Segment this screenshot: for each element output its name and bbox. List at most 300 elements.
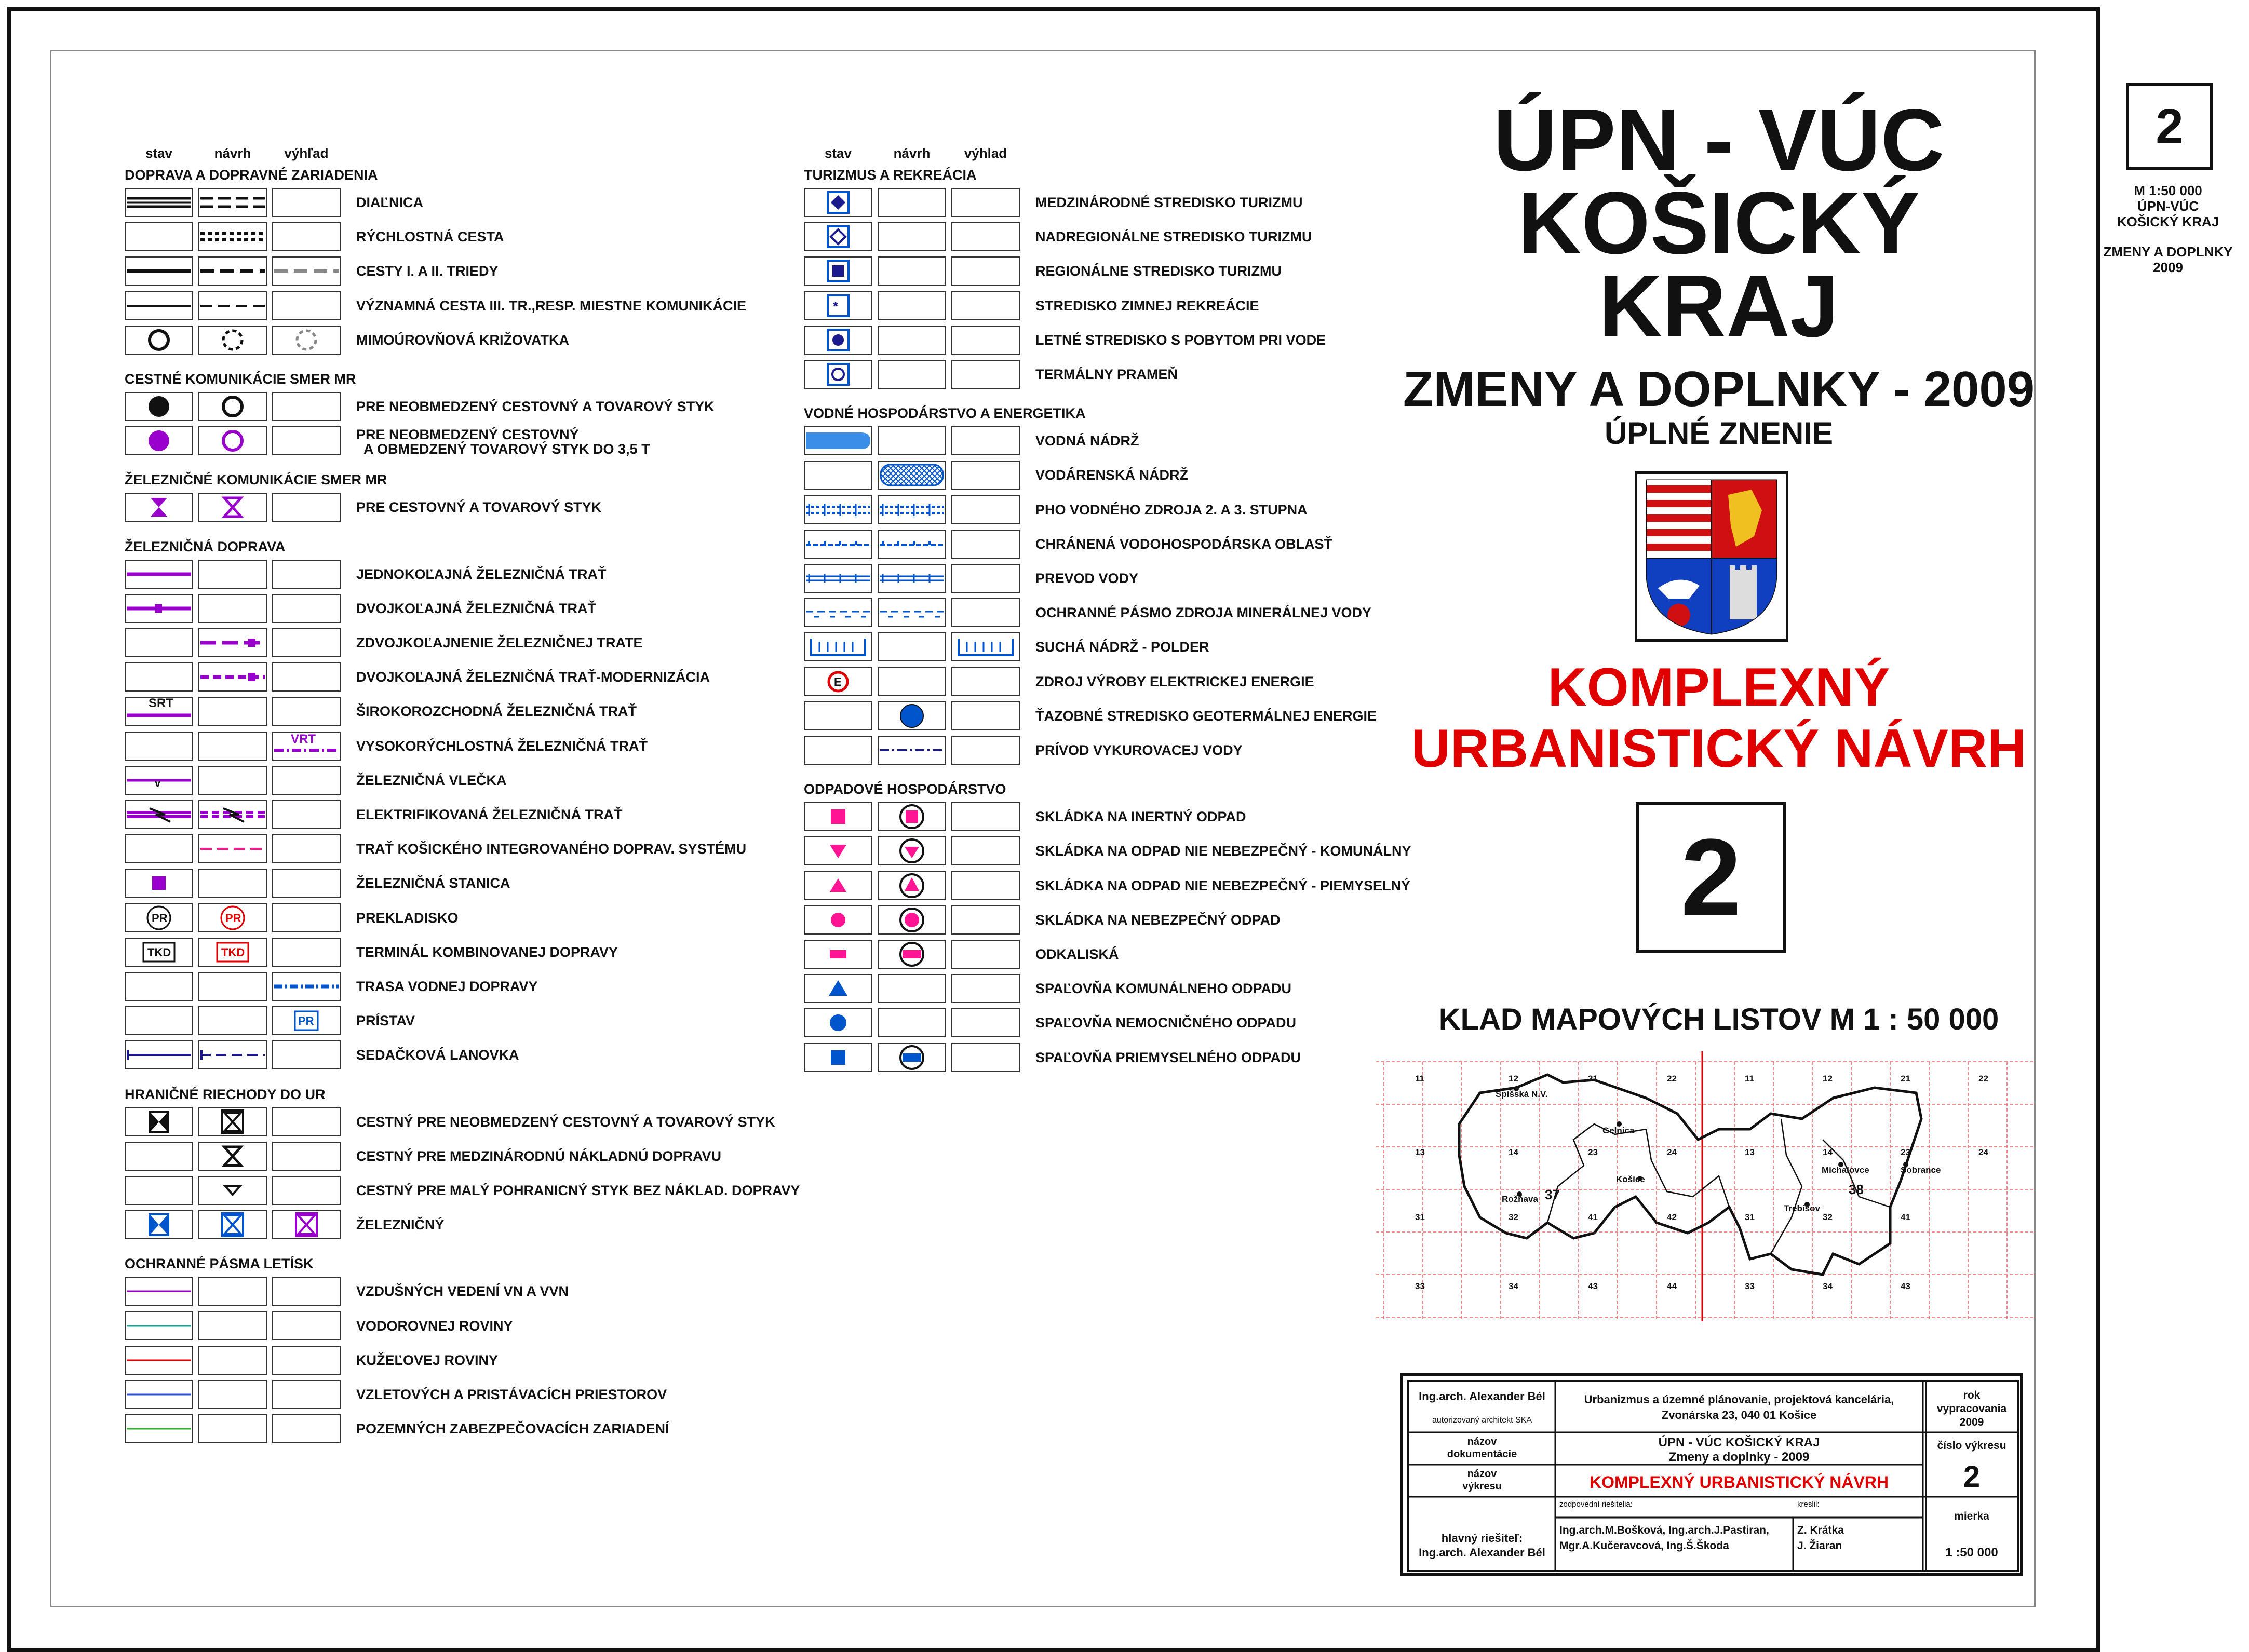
legend-symbol-empty (125, 222, 193, 251)
legend-label-line: OCHRANNÉ PÁSMO ZDROJA MINERÁLNEJ VODY (1035, 605, 1372, 621)
legend-label (1035, 878, 1410, 893)
town-label: Trebišov (1784, 1203, 1820, 1213)
doc-name (1555, 1436, 1923, 1465)
legend-symbol-empty (951, 736, 1020, 765)
legend-label (356, 500, 601, 514)
legend-symbol-hatch (878, 461, 946, 490)
legend-symbol-bluedot (878, 701, 946, 730)
legend-label (356, 945, 618, 959)
margin-doc-1: ÚPN-VÚC (2137, 198, 2199, 214)
legend-symbol-empty (125, 628, 193, 657)
drawing-title-line-2: URBANISTICKÝ NÁVRH (1411, 719, 2027, 779)
resp-label: zodpovední riešitelia: (1559, 1500, 1633, 1509)
legend-symbol-empty (272, 1277, 341, 1306)
svg-text:PR: PR (152, 911, 168, 925)
legend-symbol-thick (125, 256, 193, 286)
doc-label-1: názov (1467, 1436, 1497, 1447)
legend-symbol-empty (125, 662, 193, 692)
legend-symbol-empty (272, 1176, 341, 1205)
drawing-name: KOMPLEXNÝ URBANISTICKÝ NÁVRH (1589, 1473, 1889, 1492)
legend-label (1035, 709, 1377, 723)
legend-symbol-mcbar (878, 940, 946, 969)
legend-symbol-empty (272, 1414, 341, 1443)
legend-symbol-tdiamondfill (804, 188, 872, 217)
legend-label (1035, 468, 1188, 482)
legend-symbol-empty (198, 1414, 267, 1443)
legend-symbol-mcsq (878, 802, 946, 831)
legend-label (356, 567, 607, 581)
legend-symbol-empty (125, 1006, 193, 1035)
map-grid-number: 21 (1901, 1074, 1910, 1084)
legend-symbol-empty (951, 360, 1020, 389)
legend-symbol-pho (878, 495, 946, 524)
legend-symbol-cho (804, 530, 872, 559)
legend-symbol-hourglassopen (198, 493, 267, 522)
legend-label-line: RÝCHLOSTNÁ CESTA (356, 229, 504, 245)
legend-symbol-dbldash (198, 188, 267, 217)
legend-label (1035, 605, 1371, 620)
draw-label-1: názov (1467, 1468, 1497, 1480)
legend-label-line: KUŽEĽOVEJ ROVINY (356, 1352, 499, 1368)
map-grid-number: 34 (1509, 1281, 1518, 1291)
legend-symbol-empty (951, 1043, 1020, 1072)
legend-symbol-empty (951, 256, 1020, 286)
legend-symbol-empty (272, 1346, 341, 1375)
legend-section-title: OCHRANNÉ PÁSMA LETÍSK (125, 1256, 314, 1272)
legend-label-line: SPAĽOVŇA PRIEMYSELNÉHO ODPADU (1035, 1049, 1301, 1065)
legend-symbol-empty (878, 291, 946, 320)
legend-symbol-purpledot (125, 426, 193, 455)
legend-symbol-waterdash (272, 972, 341, 1001)
legend-symbol-empty (951, 461, 1020, 490)
map-sheet-index (1376, 1051, 2036, 1326)
legend-symbol-tdot (804, 326, 872, 355)
map-grid-number: 41 (1901, 1212, 1910, 1222)
legend-label (356, 195, 423, 210)
legend-symbol-empty (951, 426, 1020, 455)
legend-symbol-mcdot (878, 905, 946, 935)
legend-label (1035, 1050, 1301, 1065)
legend-label (356, 1217, 445, 1232)
legend-symbol-empty (272, 903, 341, 932)
map-grid-number: 14 (1823, 1147, 1833, 1157)
margin-scale: M 1:50 000 (2134, 183, 2202, 198)
legend-label-line: ŤAZOBNÉ STREDISKO GEOTERMÁLNEJ ENERGIE (1035, 708, 1377, 724)
resp-line-1: Ing.arch.M.Bošková, Ing.arch.J.Pastiran, (1559, 1524, 1769, 1536)
legend-symbol-purplering (198, 426, 267, 455)
legend-label-line: VZLETOVÝCH A PRISTÁVACÍCH PRIESTOROV (356, 1387, 667, 1402)
column-header-vyhlad: výhľad (284, 145, 329, 161)
legend-symbol-empty (878, 256, 946, 286)
legend-symbol-tank (804, 426, 872, 455)
svg-text:TKD: TKD (221, 945, 245, 959)
legend-symbol-mctri (878, 836, 946, 865)
legend-label-line: PRE NEOBMEDZENÝ CESTOVNÝ (356, 427, 579, 443)
chief-block (1409, 1531, 1555, 1560)
legend-symbol-prred (198, 903, 267, 932)
legend-label-line: VÝZNAMNÁ CESTA III. TR.,RESP. MIESTNE KOMUNIKÁCIE (356, 297, 747, 314)
legend-symbol-empty (951, 836, 1020, 865)
subtitle: ZMENY A DOPLNKY - 2009 (1403, 361, 2035, 417)
chief-label: hlavný riešiteľ: (1441, 1532, 1523, 1545)
legend-symbol-empty (272, 1142, 341, 1171)
legend-symbol-empty (878, 360, 946, 389)
legend-symbol-cabledash (198, 1040, 267, 1069)
drew-block (1797, 1523, 1844, 1554)
legend-label-line: CHRÁNENÁ VODOHOSPODÁRSKA OBLASŤ (1035, 536, 1333, 552)
legend-label (356, 333, 569, 347)
legend-label (356, 1115, 775, 1129)
column-header-vyhlad: výhlad (964, 145, 1007, 161)
legend-label (356, 229, 504, 244)
legend-label (356, 1284, 569, 1298)
resp-line-2: Mgr.A.Kučeravcová, Ing.Š.Škoda (1559, 1540, 1729, 1552)
legend-symbol-mtriup (804, 871, 872, 900)
legend-label (1035, 743, 1243, 757)
doc-name-2: Zmeny a doplnky - 2009 (1668, 1450, 1810, 1464)
legend-label-line: VZDUŠNÝCH VEDENÍ VN A VVN (356, 1283, 569, 1299)
legend-label-line: PRE NEOBMEDZENÝ CESTOVNÝ A TOVAROVÝ STYK (356, 399, 715, 414)
legend-symbol-empty (804, 701, 872, 730)
legend-label (356, 1013, 415, 1028)
legend-symbol-empty (951, 495, 1020, 524)
legend-symbol-empty (804, 736, 872, 765)
legend-label-line: VYSOKORÝCHLOSTNÁ ŽELEZNIČNÁ TRAŤ (356, 738, 648, 754)
legend-symbol-empty (272, 1107, 341, 1136)
legend-symbol-empty (951, 326, 1020, 355)
legend-label-line: CESTNÝ PRE MEDZINÁRODNÚ NÁKLADNÚ DOPRAVU (356, 1148, 722, 1164)
legend-symbol-empty (951, 564, 1020, 593)
drew-line-2: J. Žiaran (1797, 1540, 1842, 1552)
legend-symbol-tri (198, 1176, 267, 1205)
legend-label-line: ŠIROKOROZCHODNÁ ŽELEZNIČNÁ TRAŤ (356, 703, 637, 720)
legend-label (356, 427, 650, 456)
legend-symbol-empty (951, 701, 1020, 730)
legend-symbol-bcbar (878, 1043, 946, 1072)
legend-symbol-dotdbl (198, 222, 267, 251)
map-grid-number: 13 (1415, 1147, 1425, 1157)
doc-label-2: dokumentácie (1447, 1448, 1517, 1460)
legend-symbol-empty (198, 1311, 267, 1340)
legend-symbol-empty (272, 1380, 341, 1409)
legend-symbol-empty (198, 560, 267, 589)
doc-label (1409, 1436, 1555, 1460)
legend-symbol-bdot (804, 1008, 872, 1037)
legend-label-line: DVOJKOĽAJNÁ ŽELEZNIČNÁ TRAŤ (356, 600, 597, 616)
legend-symbol-ring (198, 392, 267, 421)
legend-label-line: PHO VODNÉHO ZDROJA 2. A 3. STUPNA (1035, 502, 1308, 518)
scale-label: mierka (1954, 1510, 1989, 1522)
legend-label-line: SKLÁDKA NA ODPAD NIE NEBEZPEČNÝ - PIEMYSELNÝ (1035, 877, 1411, 893)
title-line-3: KRAJ (1598, 257, 1839, 356)
legend-symbol-xboxblue (125, 1210, 193, 1239)
legend-symbol-ecirc (804, 667, 872, 696)
legend-label-line: PREKLADISKO (356, 910, 459, 926)
legend-symbol-empty (951, 291, 1020, 320)
legend-symbol-empty (804, 461, 872, 490)
legend-symbol-empty (198, 1277, 267, 1306)
margin-number-box (2126, 83, 2213, 170)
sheet-number: 2 (1680, 816, 1742, 938)
legend-symbol-empty (272, 628, 341, 657)
legend-label-line: REGIONÁLNE STREDISKO TURIZMU (1035, 263, 1282, 279)
legend-label (1035, 195, 1303, 210)
town-label: Sobrance (1901, 1165, 1941, 1175)
svg-text:TKD: TKD (147, 945, 171, 959)
legend-label (1035, 809, 1246, 824)
map-grid-number: 14 (1509, 1147, 1518, 1157)
legend-symbol-prbox (272, 1006, 341, 1035)
legend-label-line: ŽELEZNIČNÝ (356, 1217, 445, 1233)
legend-symbol-empty (272, 188, 341, 217)
legend-symbol-empty (272, 1040, 341, 1069)
legend-symbol-empty (272, 426, 341, 455)
coat-of-arms (1635, 471, 1788, 642)
legend-section-title: VODNÉ HOSPODÁRSTVO A ENERGETIKA (804, 405, 1086, 422)
legend-label-line: STREDISKO ZIMNEJ REKREÁCIE (1035, 297, 1259, 314)
legend-label-line: SUCHÁ NÁDRŽ - POLDER (1035, 639, 1209, 655)
map-sheet-number: 38 (1849, 1182, 1864, 1197)
legend-label-line: SKLÁDKA NA INERTNÝ ODPAD (1035, 809, 1246, 825)
legend-symbol-lblue (125, 1380, 193, 1409)
legend-symbol-empty (198, 766, 267, 795)
legend-label-line: ZDROJ VÝROBY ELEKTRICKEJ ENERGIE (1035, 673, 1314, 689)
legend-symbol-tring (804, 360, 872, 389)
legend-symbol-empty (198, 1346, 267, 1375)
legend-label (356, 264, 499, 278)
legend-symbol-hourglass (125, 493, 193, 522)
legend-label (1035, 913, 1281, 927)
resp-block (1559, 1523, 1769, 1554)
legend-symbol-empty (951, 530, 1020, 559)
legend-label (1035, 229, 1312, 244)
legend-label-line: PRÍSTAV (356, 1013, 415, 1029)
legend-symbol-empty (198, 1006, 267, 1035)
legend-label (356, 299, 746, 313)
legend-label-line: PRÍVOD VYKUROVACEJ VODY (1035, 742, 1243, 758)
map-grid-number: 24 (1978, 1147, 1988, 1157)
legend-section-title: CESTNÉ KOMUNIKÁCIE SMER MR (125, 371, 356, 387)
legend-symbol-greyring (272, 326, 341, 355)
office-line-2: Zvonárska 23, 040 01 Košice (1661, 1409, 1817, 1421)
legend-label-line: JEDNOKOĽAJNÁ ŽELEZNIČNÁ TRAŤ (356, 566, 607, 582)
legend-label (1035, 503, 1308, 517)
legend-label-line: CESTNÝ PRE NEOBMEDZENÝ CESTOVNÝ A TOVAROVÝ STYK (356, 1114, 775, 1130)
legend-symbol-dashring (198, 326, 267, 355)
drew-line-1: Z. Krátka (1797, 1524, 1844, 1536)
doc-name-1: ÚPN - VÚC KOŠICKÝ KRAJ (1658, 1436, 1820, 1450)
legend-label-line: PREVOD VODY (1035, 571, 1139, 586)
map-grid-number: 21 (1588, 1074, 1598, 1084)
legend-symbol-empty (272, 800, 341, 829)
drawing-title-line-1: KOMPLEXNÝ (1547, 657, 1890, 717)
legend-label (356, 842, 746, 856)
legend-label (356, 670, 710, 684)
svg-text:*: * (833, 298, 839, 314)
legend-symbol-prevod (804, 564, 872, 593)
office-line-1: Urbanizmus a územné plánovanie, projektová kancelária, (1584, 1393, 1894, 1406)
legend-symbol-lteal (125, 1311, 193, 1340)
legend-label-line: VODÁRENSKÁ NÁDRŽ (1035, 467, 1189, 483)
map-grid-number: 22 (1667, 1074, 1677, 1084)
legend-label (356, 1149, 721, 1163)
map-grid-number: 12 (1823, 1074, 1833, 1084)
legend-label (1035, 333, 1326, 347)
legend-label-line: TRASA VODNEJ DOPRAVY (356, 979, 538, 994)
svg-text:E: E (834, 675, 842, 688)
legend-section-title: TURIZMUS A REKREÁCIA (804, 167, 977, 183)
svg-text:v: v (155, 777, 161, 789)
legend-symbol-pline2 (125, 594, 193, 623)
town-label: Košice (1616, 1174, 1645, 1184)
legend-label (1035, 947, 1119, 962)
legend-symbol-empty (272, 869, 341, 898)
legend-symbol-msq (804, 802, 872, 831)
legend-symbol-empty (951, 802, 1020, 831)
legend-symbol-empty (198, 697, 267, 726)
legend-symbol-empty (272, 493, 341, 522)
legend-symbol-elec (125, 800, 193, 829)
author-role: autorizovaný architekt SKA (1432, 1416, 1532, 1425)
legend-label (1035, 434, 1139, 448)
map-grid-number: 42 (1667, 1212, 1677, 1222)
legend-section-title: ODPADOVÉ HOSPODÁRSTVO (804, 781, 1006, 797)
subtitle-2: ÚPLNÉ ZNENIE (1604, 416, 1834, 451)
map-grid-number: 31 (1745, 1212, 1755, 1222)
draw-label-2: výkresu (1462, 1481, 1502, 1492)
margin-info (2082, 183, 2249, 275)
map-grid-number: 13 (1745, 1147, 1755, 1157)
map-grid-number: 23 (1901, 1147, 1910, 1157)
legend-label (356, 1183, 800, 1198)
legend-label-line: ZDVOJKOĽAJNENIE ŽELEZNIČNEJ TRATE (356, 635, 643, 651)
town-label: Michalovce (1822, 1165, 1869, 1175)
legend-symbol-empty (272, 766, 341, 795)
legend-symbol-pline (125, 560, 193, 589)
map-grid-number: 32 (1823, 1212, 1833, 1222)
drawing-no: 2 (1963, 1460, 1981, 1494)
legend-label-line: TERMÁLNY PRAMEŇ (1035, 367, 1178, 382)
legend-label-line: POZEMNÝCH ZABEZPEČOVACÍCH ZARIADENÍ (356, 1421, 669, 1437)
legend-symbol-tsquare (804, 256, 872, 286)
legend-label-line: SPAĽOVŇA KOMUNÁLNEHO ODPADU (1035, 981, 1292, 997)
legend-label (356, 911, 459, 925)
scale-value: 1 :50 000 (1945, 1546, 1998, 1560)
legend-label-line: MIMOÚROVŇOVÁ KRIŽOVATKA (356, 332, 569, 348)
legend-symbol-empty (878, 426, 946, 455)
legend-symbol-empty (951, 188, 1020, 217)
legend-symbol-empty (951, 1008, 1020, 1037)
map-grid-number: 43 (1588, 1281, 1598, 1291)
legend-symbol-bsq (804, 1043, 872, 1072)
legend-symbol-empty (951, 905, 1020, 935)
map-grid-number: 33 (1415, 1281, 1425, 1291)
legend-symbol-blackdot (125, 392, 193, 421)
legend-symbol-empty (272, 560, 341, 589)
legend-symbol-mtri (804, 836, 872, 865)
legend-symbol-empty (272, 662, 341, 692)
legend-symbol-empty (198, 732, 267, 761)
legend-symbol-empty (125, 732, 193, 761)
draw-label (1409, 1468, 1555, 1493)
legend-label-line: NADREGIONÁLNE STREDISKO TURIZMU (1035, 229, 1312, 245)
legend-symbol-empty (125, 1176, 193, 1205)
title-block (1400, 1373, 2023, 1576)
legend-symbol-cho (878, 530, 946, 559)
legend-label-line: SEDAČKOVÁ LANOVKA (356, 1047, 519, 1063)
legend-label (356, 1387, 667, 1402)
map-index-title: KLAD MAPOVÝCH LISTOV M 1 : 50 000 (1438, 1003, 1999, 1036)
map-grid-number: 31 (1415, 1212, 1425, 1222)
map-grid-number: 11 (1745, 1074, 1754, 1084)
legend-symbol-dash (198, 256, 267, 286)
map-grid-number: 11 (1415, 1074, 1424, 1084)
legend-symbol-psq (125, 869, 193, 898)
legend-symbol-empty (951, 974, 1020, 1003)
legend-symbol-btriup (804, 974, 872, 1003)
margin-doc-4: 2009 (2153, 260, 2183, 275)
legend-label (1035, 299, 1259, 313)
legend-symbol-xbox (198, 1107, 267, 1136)
legend-section-title: ŽELEZNIČNÉ KOMUNIKÁCIE SMER MR (125, 472, 387, 488)
margin-number: 2 (2156, 99, 2184, 154)
legend-label-line: ELEKTRIFIKOVANÁ ŽELEZNIČNÁ TRAŤ (356, 807, 623, 822)
legend-label-line: DIAĽNICA (356, 195, 423, 210)
legend-symbol-empty (951, 598, 1020, 627)
legend-label (356, 773, 507, 788)
main-title (1361, 91, 2077, 356)
map-grid-number: 43 (1901, 1281, 1910, 1291)
legend-symbol-mctriup (878, 871, 946, 900)
legend-symbol-thin (125, 291, 193, 320)
legend-symbol-empty (951, 667, 1020, 696)
legend-symbol-dbl (125, 188, 193, 217)
legend-symbol-cable (125, 1040, 193, 1069)
column-header-navrh: návrh (893, 145, 931, 161)
legend-symbol-empty (125, 834, 193, 863)
svg-text:VRT: VRT (291, 732, 316, 746)
map-grid-number: 22 (1978, 1074, 1988, 1084)
legend-symbol-vrt (272, 732, 341, 761)
map-grid-number: 23 (1588, 1147, 1598, 1157)
chief-name: Ing.arch. Alexander Bél (1419, 1546, 1545, 1559)
legend-symbol-empty (198, 869, 267, 898)
sheet-number-box (1636, 802, 1786, 953)
legend-label-line-2: A OBMEDZENÝ TOVAROVÝ STYK DO 3,5 T (356, 441, 650, 457)
legend-label-line: CESTNÝ PRE MALÝ POHRANICNÝ STYK BEZ NÁKLAD. DOPRAVY (356, 1183, 800, 1198)
svg-text:PR: PR (298, 1014, 314, 1028)
legend-symbol-dashdot (878, 736, 946, 765)
map-sheet-number: 37 (1545, 1187, 1560, 1202)
legend-symbol-srt (125, 697, 193, 726)
legend-symbol-polder (804, 632, 872, 661)
legend-label (1035, 537, 1332, 551)
legend-symbol-thindash (198, 291, 267, 320)
legend-label (1035, 674, 1314, 689)
legend-symbol-tstar (804, 291, 872, 320)
legend-label (356, 979, 538, 994)
legend-symbol-empty (951, 940, 1020, 969)
legend-label-line: SKLÁDKA NA NEBEZPEČNÝ ODPAD (1035, 912, 1281, 928)
legend-symbol-lpurple (125, 1277, 193, 1306)
legend-symbol-pdash2 (198, 628, 267, 657)
legend-symbol-vlecka (125, 766, 193, 795)
legend-symbol-mdash (198, 834, 267, 863)
margin-doc-3: ZMENY A DOPLNKY (2103, 244, 2233, 260)
legend-label (356, 704, 637, 719)
legend-symbol-elecdash (198, 800, 267, 829)
legend-label (356, 399, 715, 414)
